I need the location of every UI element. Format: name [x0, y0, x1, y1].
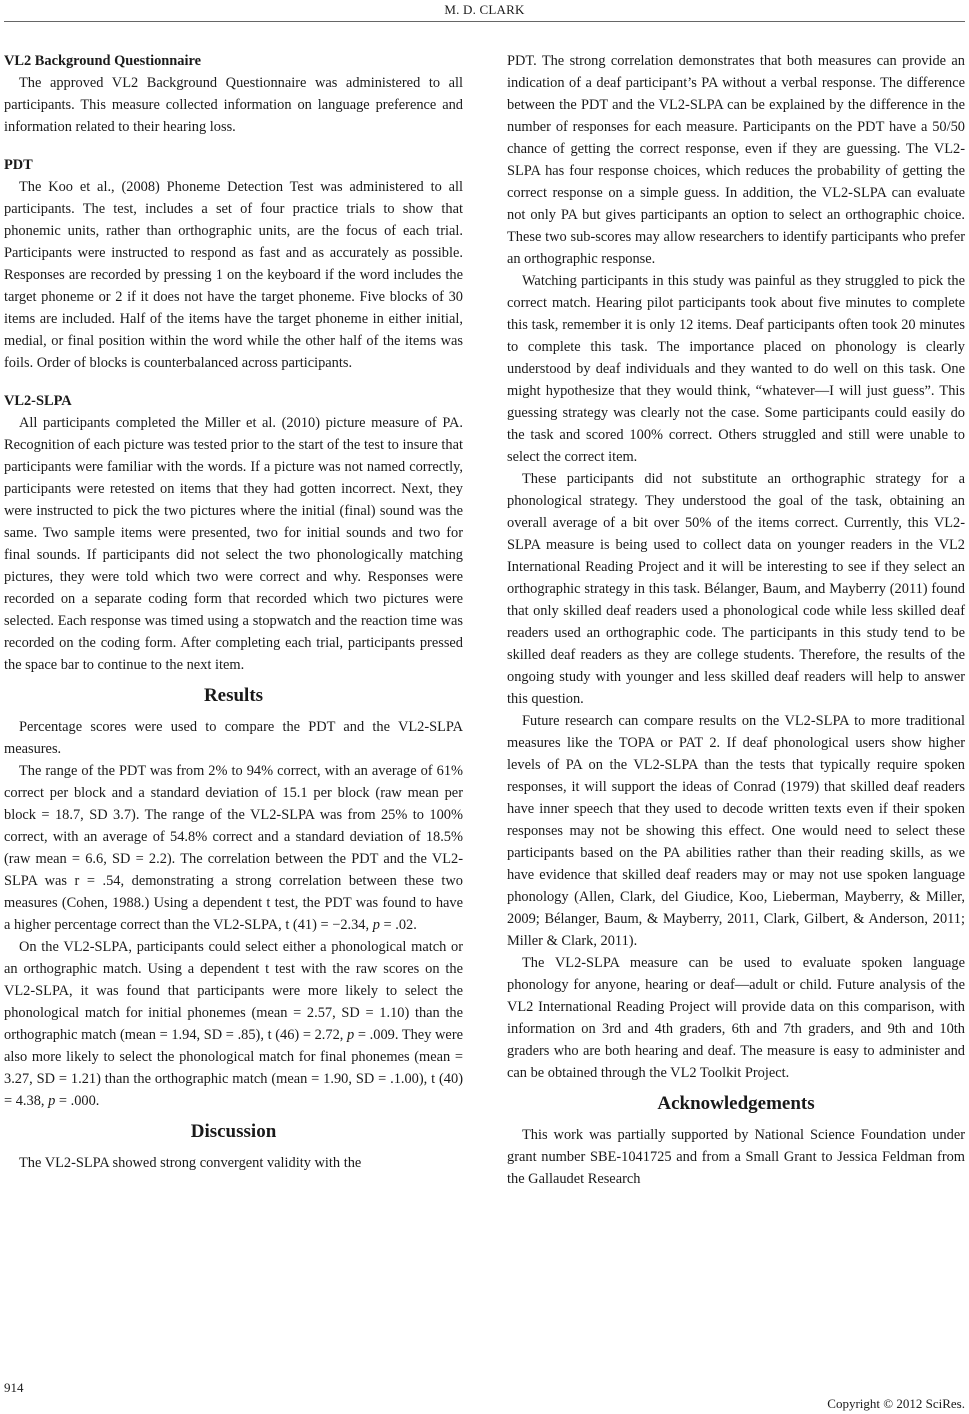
header-rule: [4, 21, 965, 22]
paragraph-results-1: Percentage scores were used to compare the PDT and the VL2-SLPA measures.: [4, 719, 463, 757]
results-2-text-a: The range of the PDT was from 2% to 94% correct, with an average of 61% correct per block and a standard deviation of 15.1 per block (raw mean per block = 18.7, SD 3.7). The range of the VL2-SLPA was from 25% to 100% correct, with an average of 54.8% correct and a standard deviation of 18.5% (raw mean = 6.6, SD = 2.2). The correlation between the PDT and the VL2-SLPA was r = .54, demonstrating a strong correlation between these two measures (Cohen, 1988.) Using a dependent t test, the PDT was found to have a higher percentage correct than the VL2-SLPA, t (41) = −2.34,: [4, 763, 463, 933]
paragraph-discussion-continued: PDT. The strong correlation demonstrates that both measures can provide an indication of a deaf participant’s PA without a verbal response. The difference between the PDT and the VL2-SLPA can be explained by the difference in the number of responses for each measure. Participants on the PDT have a 50/50 chance of getting the correct response, even if they are guessing. The VL2-SLPA has four response choices, which reduces the probability of getting the correct response on a simple guess. In addition, the VL2-SLPA can evaluate not only PA but gives participants an option to select an orthographic choice. These two sub-scores may allow researchers to identify participants who prefer an orthographic response.: [507, 53, 965, 267]
results-2-p-symbol: p: [372, 917, 380, 933]
results-3-text-c: = .000.: [55, 1093, 100, 1109]
section-title-discussion: Discussion: [190, 1121, 277, 1142]
section-title-results: Results: [203, 685, 264, 706]
results-3-p-symbol-2: p: [48, 1093, 56, 1109]
paragraph-discussion-5: The VL2-SLPA measure can be used to evaluate spoken language phonology for anyone, hearing or deaf—adult or child. Future analysis of the VL2 International Reading Project will provide data on this comparison, with information on 3rd and 4th graders, 6th and 7th graders, and 9th and 10th graders who are both hearing and deaf. The measure is easy to administer and can be obtained through the VL2 Toolkit Project.: [507, 955, 965, 1081]
left-column: [4, 50, 463, 1174]
paragraph-discussion-2: Watching participants in this study was painful as they struggled to pick the correct match. Hearing pilot participants took about five minutes to complete this task, remember it is only 12 items. Deaf participants often took 20 minutes to complete this task. The importance placed on phonology is clearly understood by deaf individuals and they wanted to do well on this task. One might hypothesize that they would think, “whatever—I will just guess”. This guessing strategy was clearly not the case. Some participants could easily do the task and scored 100% correct. Others struggled and still were unable to select the correct item.: [507, 273, 965, 465]
results-3-text-b: = .009. They were also more likely to select the phonological match for final phonemes (mean = 3.27, SD = 1.21) than the orthographic match (mean = 1.90, SD = .1.00), t (40) = 4.38,: [4, 1027, 463, 1109]
paragraph-results-2: [4, 760, 463, 936]
paragraph-acknowledgements: This work was partially supported by National Science Foundation under grant number SBE-1041725 and from a Small Grant to Jessica Feldman from the Gallaudet Research: [507, 1127, 965, 1187]
right-column: [507, 50, 965, 1190]
paragraph-results-3: [4, 936, 463, 1112]
paragraph-vl2-bq: The approved VL2 Background Questionnaire was administered to all participants. This measure collected information on language preference and information related to their hearing loss.: [4, 75, 463, 135]
heading-pdt: PDT: [4, 157, 33, 173]
running-head: M. D. CLARK: [444, 2, 525, 17]
paragraph-discussion-1: The VL2-SLPA showed strong convergent validity with the: [19, 1155, 362, 1171]
results-2-text-b: = .02.: [379, 917, 417, 933]
paragraph-pdt: The Koo et al., (2008) Phoneme Detection Test was administered to all participants. The test, includes a set of four practice trials to show that phonemic units, rather than orthographic units, are the focus of each trial. Participants were instructed to respond as fast and as accurately as possible. Responses are recorded by pressing 1 on the keyboard if the word includes the target phoneme or 2 if it does not have the target phoneme. Five blocks of 30 items are included. Half of the items have the target phoneme in either initial, medial, or final position within the word while the other half of the items was foils. Order of blocks is counterbalanced across participants.: [4, 179, 463, 371]
paragraph-vl2-slpa: All participants completed the Miller et al. (2010) picture measure of PA. Recognition of each picture was tested prior to the start of the test to insure that participants were familiar with the words. If a picture was not named correctly, participants were retested on items that they had gotten incorrect. Next, they were instructed to pick the two pictures where the initial (final) sound was the same. Two sample items were presented, two for initial sounds and two for final sounds. If participants did not select the two phonologically matching pictures, they were told which two were correct and why. Responses were recorded on a separate coding form that recorded which two pictures were selected. Each response was timed using a stopwatch and the reaction time was recorded on the coding form. After completing each trial, participants pressed the space bar to continue to the next item.: [4, 415, 463, 673]
heading-vl2-slpa: VL2-SLPA: [4, 393, 72, 409]
results-3-p-symbol-1: p: [347, 1027, 355, 1043]
paragraph-discussion-3: These participants did not substitute an orthographic strategy for a phonological strategy. They understood the goal of the task, obtaining an overall average of a bit over 50% of the items correct. Currently, this VL2-SLPA measure is being used to collect data on younger readers in the VL2 International Reading Project and it will be interesting to see if they select an orthographic strategy in this task. Bélanger, Baum, and Mayberry (2011) found that only skilled deaf readers used a phonological code while less skilled deaf readers used an orthographic code. The participants in this study tend to be skilled deaf readers as they are college students. Therefore, the results of the ongoing study with younger and less skilled deaf readers will help to answer this question.: [507, 471, 965, 707]
page-number: 914: [4, 1380, 24, 1395]
results-3-text-a: On the VL2-SLPA, participants could select either a phonological match or an orthographic match. Using a dependent t test with the raw scores on the VL2-SLPA, it was found that participants were more likely to select the phonological match for initial phonemes (mean = 2.57, SD = 1.10) than the orthographic match (mean = 1.94, SD = .85), t (46) = 2.72,: [4, 939, 463, 1043]
section-title-acknowledgements: Acknowledgements: [657, 1093, 815, 1114]
paragraph-discussion-4: Future research can compare results on the VL2-SLPA to more traditional measures like the TOPA or PAT 2. If deaf phonological users show higher levels of PA on the VL2-SLPA than the tests that typically require spoken responses, it will support the ideas of Conrad (1979) that skilled deaf readers have inner speech that they used to decode written texts even if their spoken responses may not be showing this effect. One would need to select these participants based on the PA abilities rather than their reading skills, as we have evidence that skilled deaf readers may or may not use spoken language phonology (Allen, Clark, del Giudice, Koo, Lieberman, Mayberry, & Miller, 2009; Bélanger, Baum, & Mayberry, 2011, Clark, Gilbert, & Anderson, 2011; Miller & Clark, 2011).: [507, 713, 965, 949]
heading-vl2-background-questionnaire: VL2 Background Questionnaire: [4, 53, 201, 69]
copyright-notice: Copyright © 2012 SciRes.: [827, 1396, 965, 1411]
